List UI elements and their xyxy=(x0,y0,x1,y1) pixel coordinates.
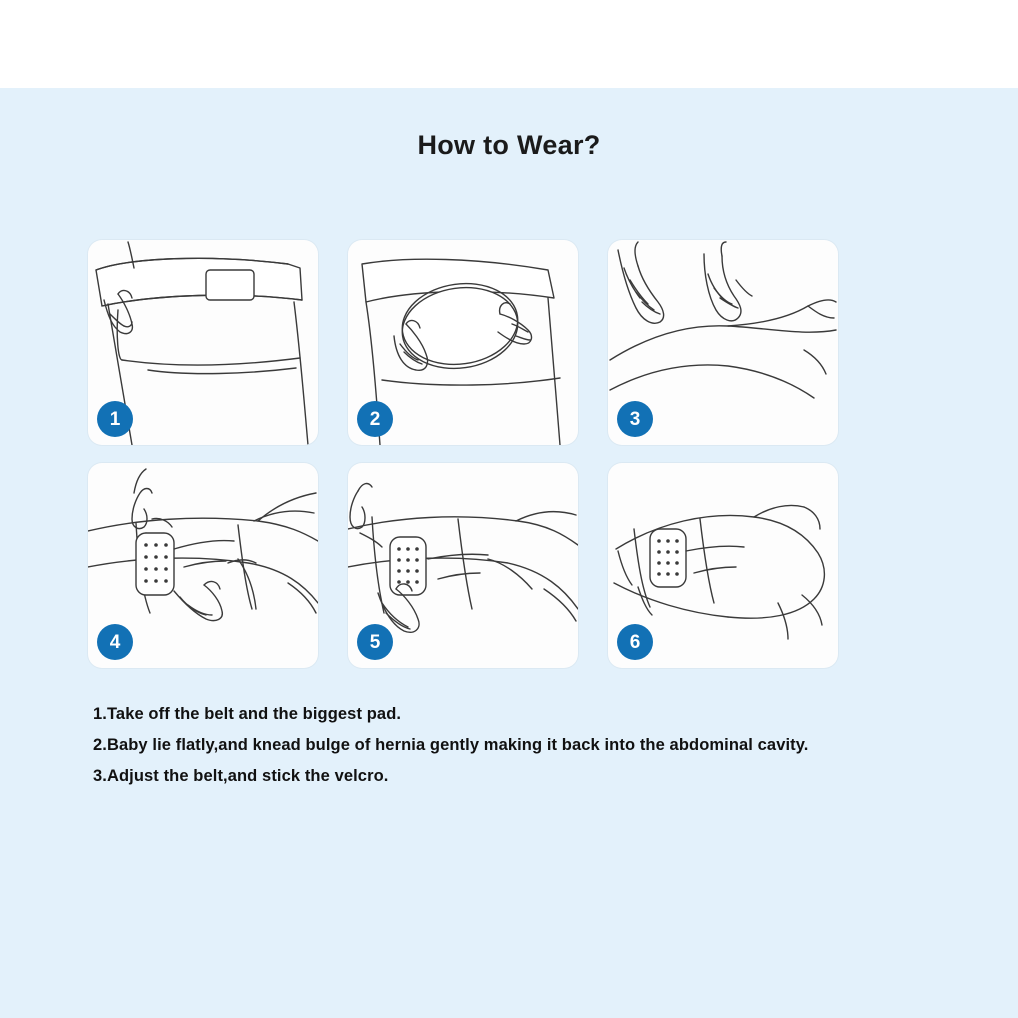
step-card-6 xyxy=(608,463,838,668)
page-title: How to Wear? xyxy=(417,130,601,160)
step-card-4 xyxy=(88,463,318,668)
instruction-line-2: 2.Baby lie flatly,and knead bulge of hernia gently making it back into the abdominal cavity. xyxy=(93,736,809,754)
step-card-1 xyxy=(88,240,318,445)
step-badge-1: 1 xyxy=(97,401,133,437)
step-badge-6: 6 xyxy=(617,624,653,660)
step-badge-2: 2 xyxy=(357,401,393,437)
steps-grid xyxy=(88,240,838,668)
instruction-line-3: 3.Adjust the belt,and stick the velcro. xyxy=(93,767,389,785)
step-badge-3: 3 xyxy=(617,401,653,437)
step-card-5 xyxy=(348,463,578,668)
step-card-2 xyxy=(348,240,578,445)
step-card-3 xyxy=(608,240,838,445)
step-badge-5: 5 xyxy=(357,624,393,660)
instruction-line-1: 1.Take off the belt and the biggest pad. xyxy=(93,705,402,723)
instructions-list xyxy=(93,705,953,798)
step-badge-4: 4 xyxy=(97,624,133,660)
